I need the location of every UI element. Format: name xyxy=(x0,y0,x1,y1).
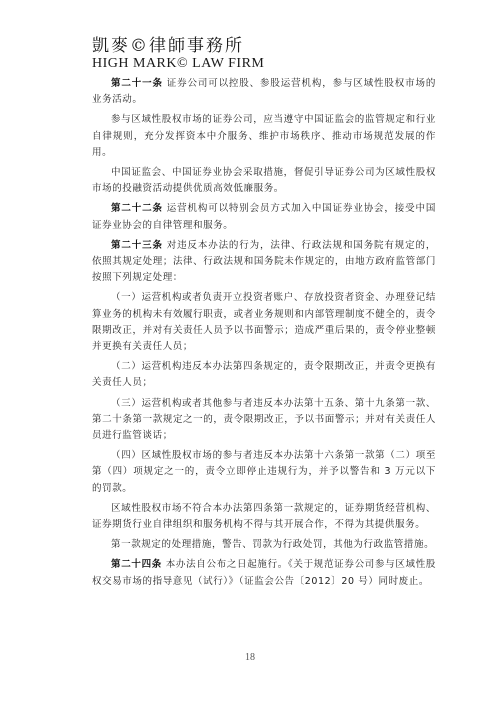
paragraph-text: 对违反本办法的行为，法律、行政法规和国务院有规定的，依照其规定处理；法律、行政法规和国务院未作规定的，由地方政府监管部门按照下列规定处理： xyxy=(92,239,436,284)
article-22 xyxy=(92,201,436,233)
article-label: 第二十三条 xyxy=(111,239,163,251)
paragraph-text: （四）区域性股权市场的参与者违反本办法第十六条第一款第（二）项至第（四）项规定之一的，责令立即停止违规行为，并予以警告和 3 万元以下的罚款。 xyxy=(92,450,436,494)
article-23-paragraph-2 xyxy=(92,501,436,533)
article-21-paragraph-3 xyxy=(92,165,436,197)
page-number: 18 xyxy=(245,652,255,663)
paragraph-text: （二）运营机构违反本办法第四条规定的，责令限期改正，并责令更换有关责任人员； xyxy=(92,361,436,389)
article-23 xyxy=(92,238,436,287)
article-23-item-1 xyxy=(92,290,436,355)
article-23-item-2 xyxy=(92,359,436,391)
paragraph-text: （三）运营机构或者其他参与者违反本办法第十五条、第十九条第一款、第二十条第一款规定之一的，责令限期改正，予以书面警示；并对有关责任人员进行监管谈话； xyxy=(92,397,436,442)
article-23-item-4 xyxy=(92,448,436,497)
article-label: 第二十一条 xyxy=(111,78,163,89)
firm-name-chinese: 凱麥©律師事務所 xyxy=(92,36,244,56)
paragraph-text: （一）运营机构或者负责开立投资者账户、存放投资者资金、办理登记结算业务的机构未有效履行职责，或者业务规则和内部管理制度不健全的，责令限期改正，并对有关责任人员予以书面警示；造成严重后果的，责令停业整顿并更换有关责任人员； xyxy=(92,292,436,353)
article-21 xyxy=(92,76,436,108)
paragraph-text: 第一款规定的处理措施，警告、罚款为行政处罚，其他为行政监管措施。 xyxy=(111,539,435,551)
paragraph-text: 参与区域性股权市场的证券公司，应当遵守中国证监会的监管规定和行业自律规则，充分发挥资本中介服务、维护市场秩序、推动市场规范发展的作用。 xyxy=(92,114,436,158)
paragraph-text: 中国证监会、中国证券业协会采取措施，督促引导证券公司为区域性股权市场的投融资活动提供优质高效低廉服务。 xyxy=(92,167,436,195)
document-body xyxy=(92,76,436,594)
paragraph-text: 运营机构可以特别会员方式加入中国证券业协会，接受中国证券业协会的自律管理和服务。 xyxy=(92,203,436,231)
article-24 xyxy=(92,557,436,589)
letterhead xyxy=(92,36,264,72)
article-label: 第二十二条 xyxy=(111,203,163,215)
paragraph-text: 本办法自公布之日起施行。《关于规范证券公司参与区域性股权交易市场的指导意见（试行）》（证监会公告〔2012〕20 号）同时废止。 xyxy=(92,559,436,587)
paragraph-text: 证券公司可以控股、参股运营机构，参与区域性股权市场的业务活动。 xyxy=(92,78,436,106)
article-23-item-3 xyxy=(92,396,436,445)
article-23-paragraph-3 xyxy=(92,537,436,553)
firm-name-english: HIGH MARK© LAW FIRM xyxy=(92,56,265,71)
paragraph-text: 区域性股权市场不符合本办法第四条第一款规定的，证券期货经营机构、证券期货行业自律组织和服务机构不得与其开展合作，不得为其提供服务。 xyxy=(92,502,436,531)
article-21-paragraph-2 xyxy=(92,112,436,161)
article-label: 第二十四条 xyxy=(111,559,162,571)
